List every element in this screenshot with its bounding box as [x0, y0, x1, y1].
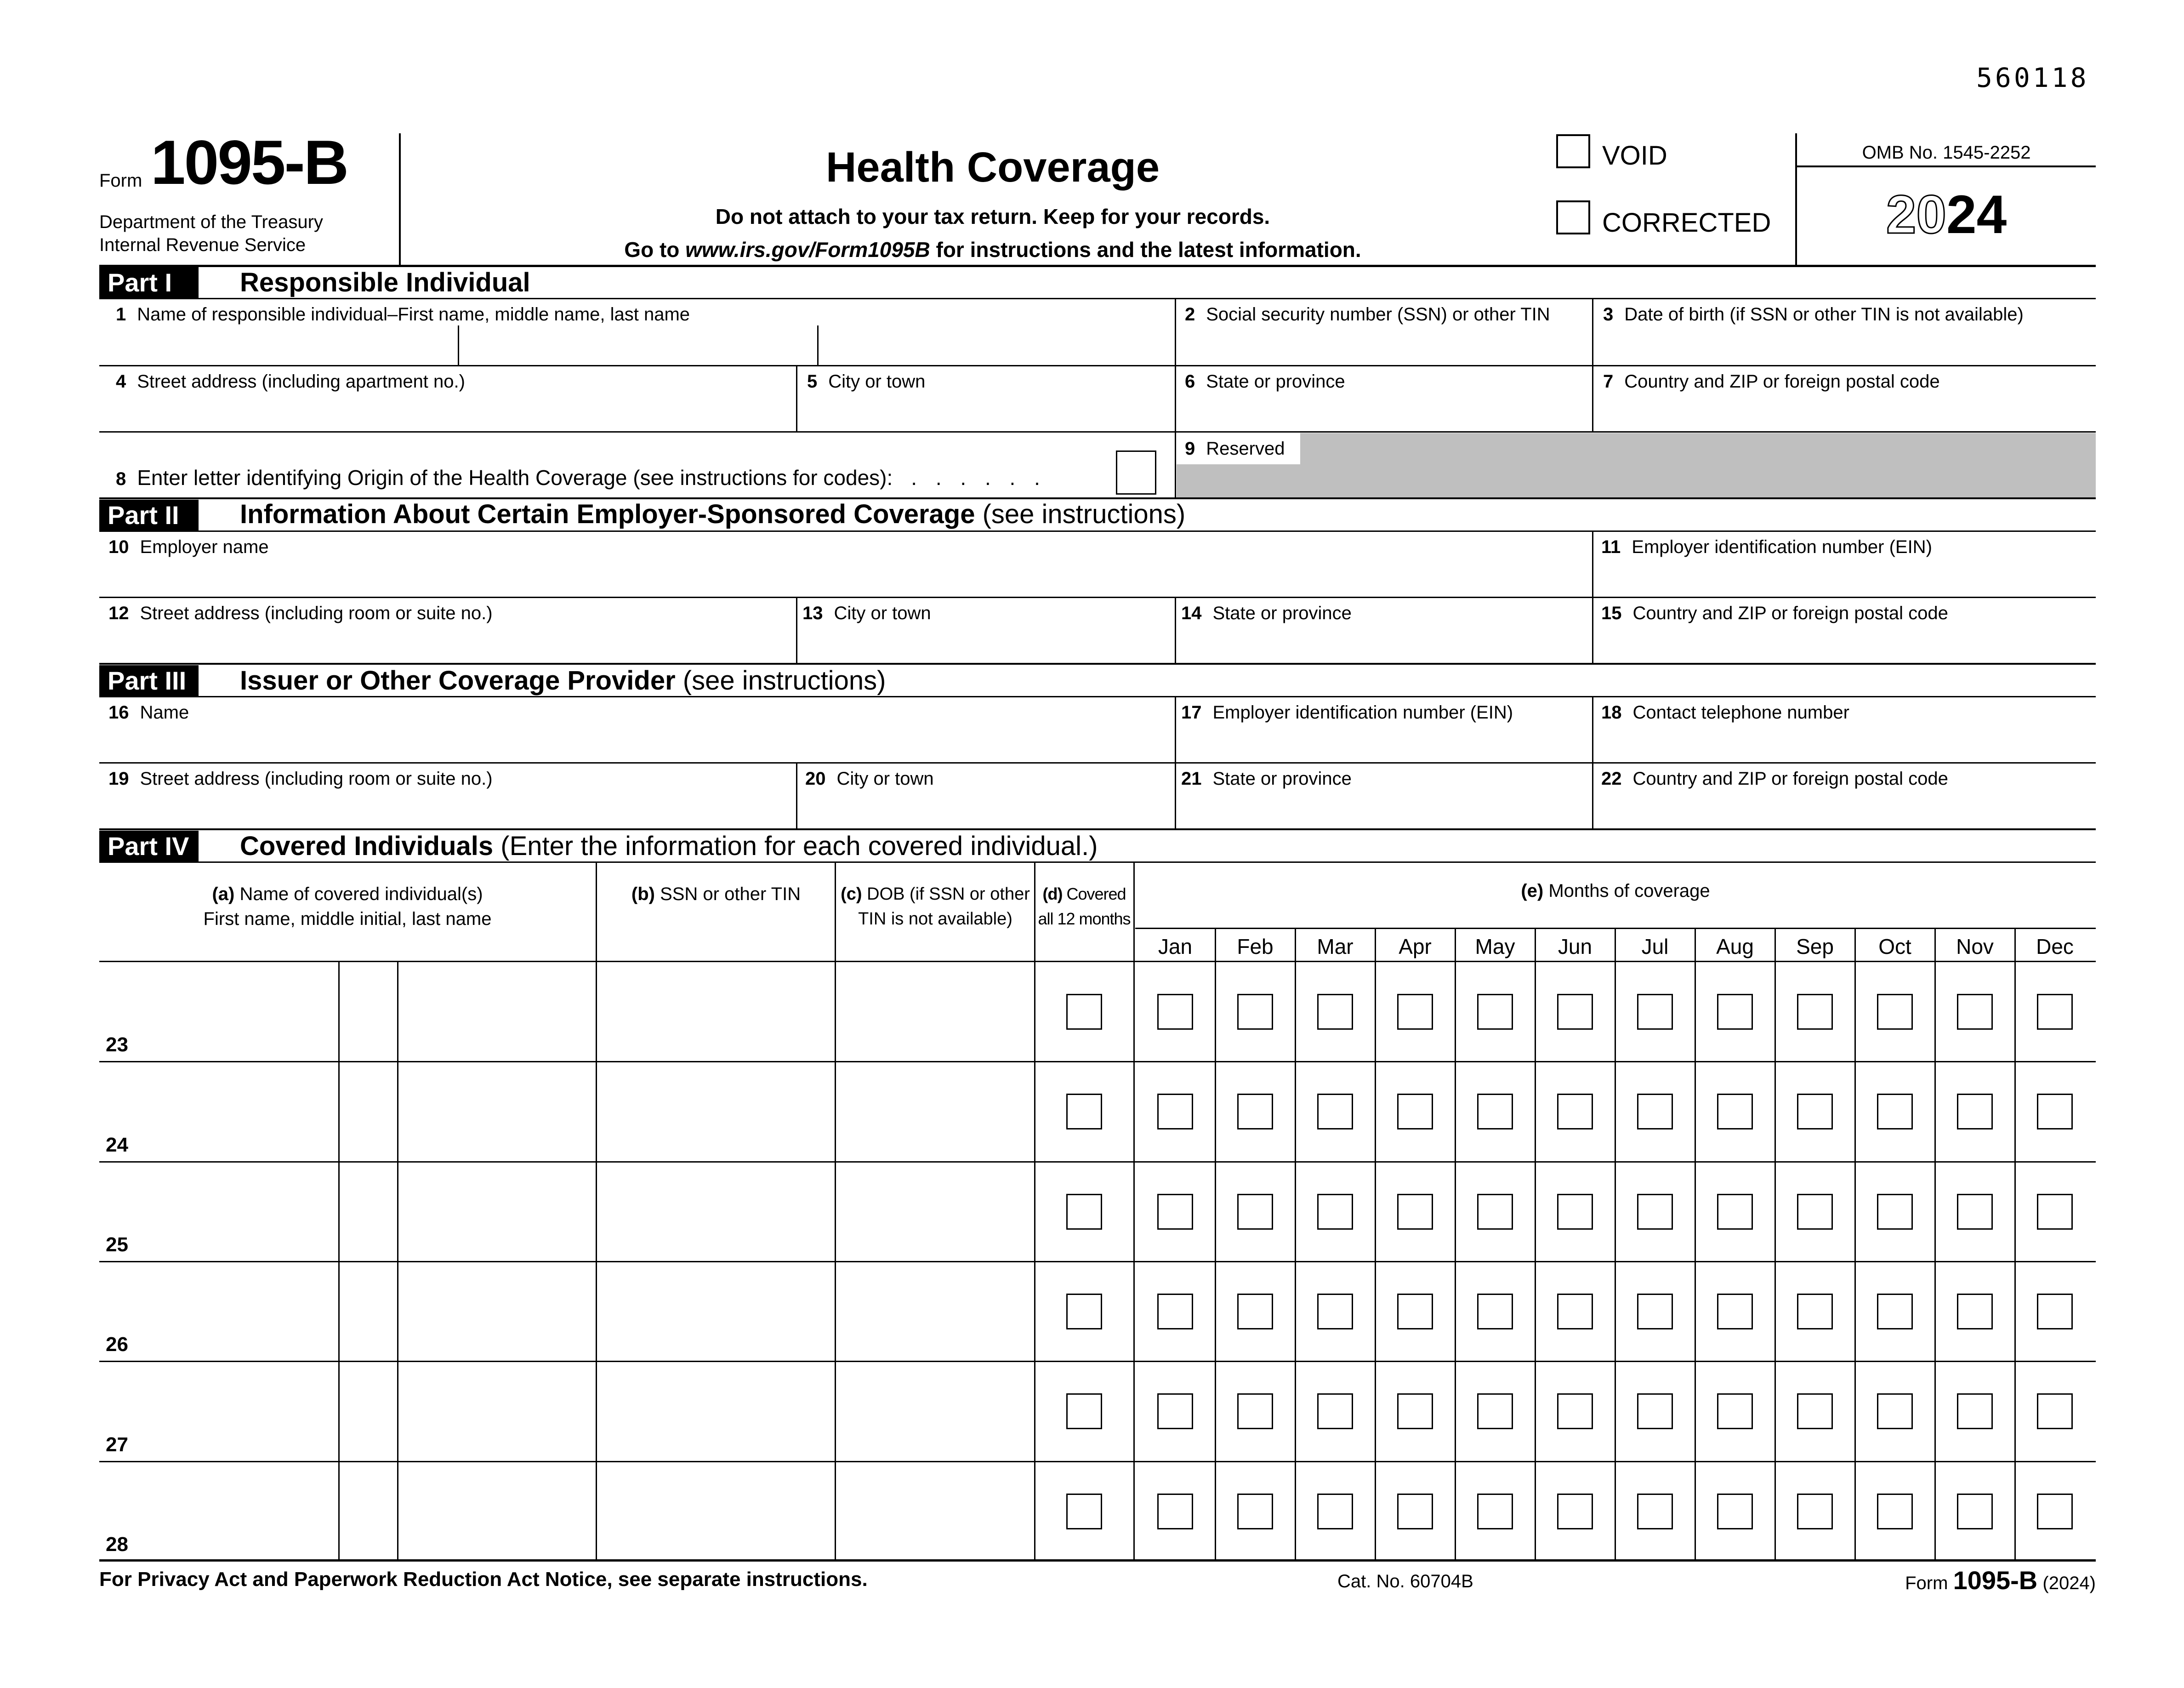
dob-input[interactable] — [836, 1261, 1034, 1361]
month-checkbox-aug[interactable] — [1717, 1194, 1753, 1230]
part1-col-divider-5 — [796, 366, 797, 432]
field-15-input[interactable] — [1594, 621, 2095, 663]
dob-input[interactable] — [836, 1162, 1034, 1261]
header-divider-left — [399, 133, 401, 267]
omb-number: OMB No. 1545-2252 — [1862, 143, 2031, 163]
part1-header-rule — [99, 298, 2096, 299]
name-first-input[interactable] — [99, 1061, 338, 1161]
month-header-may: May — [1475, 935, 1515, 958]
month-checkbox-nov[interactable] — [1957, 994, 1993, 1030]
dept-line1: Department of the Treasury — [99, 212, 323, 232]
part2-row1-rule — [99, 597, 2096, 598]
row-number: 26 — [106, 1333, 128, 1356]
field-11-label: 11 Employer identification number (EIN) — [1601, 537, 1932, 557]
field-12-label: 12 Street address (including room or suite no.) — [108, 603, 493, 623]
part2-label: Part II — [99, 500, 199, 532]
month-header-mar: Mar — [1317, 935, 1354, 958]
part3-header-rule — [99, 696, 2096, 697]
month-header-oct: Oct — [1878, 935, 1911, 958]
field-4-input[interactable] — [99, 389, 795, 431]
footer-form-year: (2024) — [2042, 1573, 2096, 1593]
part3-bottom-rule — [99, 828, 2096, 830]
month-checkbox-aug[interactable] — [1717, 1494, 1753, 1529]
name-last-input[interactable] — [398, 1361, 596, 1461]
ssn-input[interactable] — [597, 1361, 835, 1461]
month-checkbox-mar[interactable] — [1317, 1494, 1353, 1529]
field-2-label: 2 Social security number (SSN) or other TIN — [1185, 304, 1550, 325]
irs-url-link[interactable]: www.irs.gov/Form1095B — [685, 238, 930, 262]
ssn-input[interactable] — [597, 1162, 835, 1261]
corrected-label: CORRECTED — [1602, 208, 1771, 238]
name-middle-input[interactable] — [340, 1361, 397, 1461]
void-label: VOID — [1602, 141, 1667, 171]
field-20-label: 20 City or town — [805, 769, 934, 789]
col-d-header: (d) Covered all 12 months — [1038, 884, 1131, 928]
month-header-jul: Jul — [1641, 935, 1669, 958]
part2-title — [240, 501, 1185, 528]
omb-divider — [1797, 165, 2096, 167]
month-checkbox-nov[interactable] — [1957, 1393, 1993, 1429]
tax-year-outline: 20 — [1886, 184, 1946, 245]
part4-header-rule — [99, 861, 2096, 863]
dob-input[interactable] — [836, 1061, 1034, 1161]
subtitle-2-post: for instructions and the latest information. — [930, 238, 1361, 262]
dob-input[interactable] — [836, 1461, 1034, 1561]
field-10-input[interactable] — [99, 554, 1590, 596]
month-checkbox-jan[interactable] — [1157, 994, 1193, 1030]
form-subtitle-2 — [404, 239, 1581, 260]
month-checkbox-jul[interactable] — [1637, 1494, 1673, 1529]
month-checkbox-jul[interactable] — [1637, 994, 1673, 1030]
part4-title-rest: (Enter the information for each covered individual.) — [493, 831, 1098, 861]
field-19-input[interactable] — [99, 786, 795, 828]
field-2-input[interactable] — [1177, 322, 1590, 365]
col-b-header: (b) SSN or other TIN — [631, 884, 801, 904]
month-checkbox-mar[interactable] — [1317, 1393, 1353, 1429]
month-checkbox-dec[interactable] — [2037, 994, 2073, 1030]
field-17-input[interactable] — [1177, 720, 1590, 761]
corrected-checkbox[interactable] — [1556, 200, 1590, 234]
ssn-input[interactable] — [597, 1061, 835, 1161]
name-middle-input[interactable] — [340, 1261, 397, 1361]
subtitle-2-pre: Go to — [624, 238, 686, 262]
name-first-input[interactable] — [99, 1461, 338, 1561]
field-18-input[interactable] — [1594, 720, 2095, 761]
field-22-label: 22 Country and ZIP or foreign postal code — [1601, 769, 1948, 789]
form-number: 1095-B — [151, 127, 348, 197]
field-7-input[interactable] — [1594, 389, 2095, 431]
footer-form-number: 1095-B — [1953, 1566, 2038, 1595]
part3-title-bold: Issuer or Other Coverage Provider — [240, 666, 676, 696]
name-middle-input[interactable] — [340, 1061, 397, 1161]
part1-row1-rule — [99, 365, 2096, 366]
month-checkbox-oct[interactable] — [1877, 1393, 1913, 1429]
field-21-label: 21 State or province — [1181, 769, 1352, 789]
month-checkbox-sep[interactable] — [1797, 1094, 1833, 1129]
covered-all-12-months-checkbox[interactable] — [1066, 1294, 1102, 1329]
part4-label: Part IV — [99, 831, 199, 863]
month-checkbox-aug[interactable] — [1717, 1393, 1753, 1429]
void-checkbox[interactable] — [1556, 134, 1590, 168]
tax-year — [1797, 184, 2096, 245]
ssn-input[interactable] — [597, 1261, 835, 1361]
part2-header-rule — [99, 530, 2096, 532]
month-checkbox-oct[interactable] — [1877, 1294, 1913, 1329]
name-last-input[interactable] — [398, 962, 596, 1061]
month-checkbox-oct[interactable] — [1877, 994, 1913, 1030]
row-number: 23 — [106, 1033, 128, 1056]
field-6-label: 6 State or province — [1185, 371, 1345, 392]
footer-form-id — [1905, 1568, 2096, 1593]
field-20-input[interactable] — [798, 786, 1174, 828]
month-checkbox-dec[interactable] — [2037, 1393, 2073, 1429]
month-checkbox-jul[interactable] — [1637, 1094, 1673, 1129]
month-checkbox-may[interactable] — [1477, 1393, 1513, 1429]
field-13-input[interactable] — [798, 621, 1174, 663]
month-header-sep: Sep — [1796, 935, 1834, 958]
form-subtitle-1: Do not attach to your tax return. Keep for your records. — [715, 205, 1270, 228]
field-5-label: 5 City or town — [807, 371, 926, 392]
month-checkbox-oct[interactable] — [1877, 1494, 1913, 1529]
month-checkbox-apr[interactable] — [1397, 1094, 1433, 1129]
month-checkbox-apr[interactable] — [1397, 1194, 1433, 1230]
month-checkbox-mar[interactable] — [1317, 1294, 1353, 1329]
month-header-nov: Nov — [1956, 935, 1994, 958]
ssn-input[interactable] — [597, 1461, 835, 1561]
month-checkbox-oct[interactable] — [1877, 1094, 1913, 1129]
part2-col-divider-14 — [1175, 598, 1176, 664]
part1-top-rule — [99, 265, 2096, 267]
part4-bottom-rule — [99, 1559, 2096, 1562]
form-word: Form — [99, 171, 142, 191]
month-checkbox-jan[interactable] — [1157, 1393, 1193, 1429]
month-checkbox-feb[interactable] — [1237, 1094, 1273, 1129]
month-checkbox-dec[interactable] — [2037, 1494, 2073, 1529]
month-header-feb: Feb — [1237, 935, 1274, 958]
month-checkbox-apr[interactable] — [1397, 1294, 1433, 1329]
month-checkbox-jun[interactable] — [1557, 1194, 1593, 1230]
month-checkbox-feb[interactable] — [1237, 1294, 1273, 1329]
name-last-input[interactable] — [398, 1261, 596, 1361]
part2-bottom-rule — [99, 663, 2096, 665]
month-checkbox-sep[interactable] — [1797, 994, 1833, 1030]
row-number: 24 — [106, 1133, 128, 1156]
month-checkbox-dec[interactable] — [2037, 1194, 2073, 1230]
covered-all-12-months-checkbox[interactable] — [1066, 1094, 1102, 1129]
field-4-label: 4 Street address (including apartment no.) — [116, 371, 465, 392]
field-1-label: 1 Name of responsible individual–First name, middle name, last name — [116, 304, 690, 325]
name-last-input[interactable] — [398, 1461, 596, 1561]
name-last-input[interactable] — [398, 1061, 596, 1161]
covered-all-12-months-checkbox[interactable] — [1066, 1393, 1102, 1429]
field-5-input[interactable] — [798, 389, 1174, 431]
month-checkbox-dec[interactable] — [2037, 1094, 2073, 1129]
month-checkbox-may[interactable] — [1477, 1094, 1513, 1129]
month-header-aug: Aug — [1716, 935, 1754, 958]
month-checkbox-sep[interactable] — [1797, 1294, 1833, 1329]
part3-row1-rule — [99, 762, 2096, 764]
month-header-apr: Apr — [1399, 935, 1432, 958]
month-checkbox-feb[interactable] — [1237, 1393, 1273, 1429]
name-first-input[interactable] — [99, 1162, 338, 1261]
month-checkbox-nov[interactable] — [1957, 1194, 1993, 1230]
part1-title — [240, 269, 530, 296]
part3-col-divider-20 — [796, 763, 797, 829]
month-checkbox-oct[interactable] — [1877, 1194, 1913, 1230]
month-checkbox-sep[interactable] — [1797, 1393, 1833, 1429]
field-17-label: 17 Employer identification number (EIN) — [1181, 702, 1513, 723]
part1-col-divider-1 — [1175, 299, 1176, 498]
dob-input[interactable] — [836, 962, 1034, 1061]
month-header-jun: Jun — [1558, 935, 1592, 958]
part3-label: Part III — [99, 665, 199, 697]
covered-all-12-months-checkbox[interactable] — [1066, 1494, 1102, 1529]
field-7-label: 7 Country and ZIP or foreign postal code — [1603, 371, 1940, 392]
name-middle-input[interactable] — [340, 1162, 397, 1261]
part4-title-bold: Covered Individuals — [240, 831, 494, 861]
field-19-label: 19 Street address (including room or suite no.) — [108, 769, 493, 789]
field-21-input[interactable] — [1177, 786, 1590, 828]
field-16-label: 16 Name — [108, 702, 189, 723]
field-3-label: 3 Date of birth (if SSN or other TIN is not available) — [1603, 304, 2024, 325]
field-8-origin-box[interactable] — [1116, 451, 1156, 495]
part2-col-divider-13 — [796, 598, 797, 664]
tax-year-bold: 24 — [1946, 184, 2007, 245]
month-checkbox-sep[interactable] — [1797, 1194, 1833, 1230]
month-checkbox-jan[interactable] — [1157, 1294, 1193, 1329]
row-number: 28 — [106, 1533, 128, 1556]
footer-form-word: Form — [1905, 1573, 1948, 1593]
field-12-input[interactable] — [99, 621, 795, 663]
field-18-label: 18 Contact telephone number — [1601, 702, 1849, 723]
row-number: 25 — [106, 1233, 128, 1256]
month-checkbox-jul[interactable] — [1637, 1194, 1673, 1230]
catalog-number: Cat. No. 60704B — [1337, 1571, 1473, 1591]
month-checkbox-feb[interactable] — [1237, 1194, 1273, 1230]
month-checkbox-may[interactable] — [1477, 994, 1513, 1030]
col-e-header: (e) Months of coverage — [1521, 881, 1710, 901]
name-middle-input[interactable] — [340, 962, 397, 1061]
month-checkbox-jun[interactable] — [1557, 1294, 1593, 1329]
part1-row2-rule — [99, 431, 2096, 433]
covered-all-12-months-checkbox[interactable] — [1066, 994, 1102, 1030]
dept-line2: Internal Revenue Service — [99, 235, 306, 255]
month-checkbox-dec[interactable] — [2037, 1294, 2073, 1329]
form-title: Health Coverage — [825, 144, 1160, 191]
part2-title-rest: (see instructions) — [975, 499, 1186, 529]
field-10-label: 10 Employer name — [108, 537, 269, 557]
part3-title — [240, 667, 886, 694]
field-9-reserved-area — [1177, 433, 2096, 497]
month-checkbox-apr[interactable] — [1397, 994, 1433, 1030]
month-checkbox-may[interactable] — [1477, 1194, 1513, 1230]
field-9-label: 9 Reserved — [1177, 433, 1300, 464]
part1-title-text: Responsible Individual — [240, 268, 530, 297]
col-a-header: (a) Name of covered individual(s) First name, middle initial, last name — [203, 884, 492, 929]
covered-all-12-months-checkbox[interactable] — [1066, 1194, 1102, 1230]
month-checkbox-may[interactable] — [1477, 1494, 1513, 1529]
field-13-label: 13 City or town — [802, 603, 931, 623]
part2-title-bold: Information About Certain Employer-Sponsored Coverage — [240, 499, 975, 529]
row-number: 27 — [106, 1433, 128, 1456]
part4-title — [240, 833, 1098, 860]
dob-input[interactable] — [836, 1361, 1034, 1461]
field-22-input[interactable] — [1594, 786, 2095, 828]
month-checkbox-apr[interactable] — [1397, 1494, 1433, 1529]
month-checkbox-may[interactable] — [1477, 1294, 1513, 1329]
month-checkbox-jun[interactable] — [1557, 1494, 1593, 1529]
part3-title-rest: (see instructions) — [675, 666, 886, 696]
month-checkbox-aug[interactable] — [1717, 1294, 1753, 1329]
month-checkbox-jan[interactable] — [1157, 1494, 1193, 1529]
month-checkbox-mar[interactable] — [1317, 1094, 1353, 1129]
month-checkbox-apr[interactable] — [1397, 1393, 1433, 1429]
field-14-label: 14 State or province — [1181, 603, 1352, 623]
month-checkbox-aug[interactable] — [1717, 994, 1753, 1030]
month-checkbox-jan[interactable] — [1157, 1194, 1193, 1230]
month-checkbox-jan[interactable] — [1157, 1094, 1193, 1129]
field-1-input[interactable] — [99, 322, 1175, 365]
privacy-notice: For Privacy Act and Paperwork Reduction Act Notice, see separate instructions. — [99, 1568, 868, 1591]
month-checkbox-feb[interactable] — [1237, 1494, 1273, 1529]
field-8-label: 8 Enter letter identifying Origin of the Health Coverage (see instructions for codes): . . . . . . — [116, 466, 1046, 490]
month-checkbox-nov[interactable] — [1957, 1294, 1993, 1329]
ssn-input[interactable] — [597, 962, 835, 1061]
month-checkbox-jun[interactable] — [1557, 1094, 1593, 1129]
month-checkbox-mar[interactable] — [1317, 994, 1353, 1030]
part1-label: Part I — [99, 267, 199, 299]
field-14-input[interactable] — [1177, 621, 1590, 663]
month-checkbox-feb[interactable] — [1237, 994, 1273, 1030]
month-checkbox-jul[interactable] — [1637, 1294, 1673, 1329]
field-11-input[interactable] — [1594, 554, 2095, 596]
control-number: 560118 — [1976, 62, 2089, 93]
month-checkbox-jun[interactable] — [1557, 994, 1593, 1030]
month-header-jan: Jan — [1158, 935, 1193, 958]
col-c-header: (c) DOB (if SSN or other TIN is not available) — [841, 884, 1030, 929]
month-checkbox-nov[interactable] — [1957, 1094, 1993, 1129]
name-first-input[interactable] — [99, 1261, 338, 1361]
field-3-input[interactable] — [1594, 322, 2095, 365]
month-checkbox-jun[interactable] — [1557, 1393, 1593, 1429]
name-last-input[interactable] — [398, 1162, 596, 1261]
month-checkbox-jul[interactable] — [1637, 1393, 1673, 1429]
field-16-input[interactable] — [99, 720, 1174, 761]
month-header-dec: Dec — [2036, 935, 2074, 958]
name-first-input[interactable] — [99, 1361, 338, 1461]
month-checkbox-nov[interactable] — [1957, 1494, 1993, 1529]
name-first-input[interactable] — [99, 962, 338, 1061]
field-6-input[interactable] — [1177, 389, 1590, 431]
month-checkbox-sep[interactable] — [1797, 1494, 1833, 1529]
month-checkbox-aug[interactable] — [1717, 1094, 1753, 1129]
field-15-label: 15 Country and ZIP or foreign postal code — [1601, 603, 1948, 623]
month-checkbox-mar[interactable] — [1317, 1194, 1353, 1230]
name-middle-input[interactable] — [340, 1461, 397, 1561]
